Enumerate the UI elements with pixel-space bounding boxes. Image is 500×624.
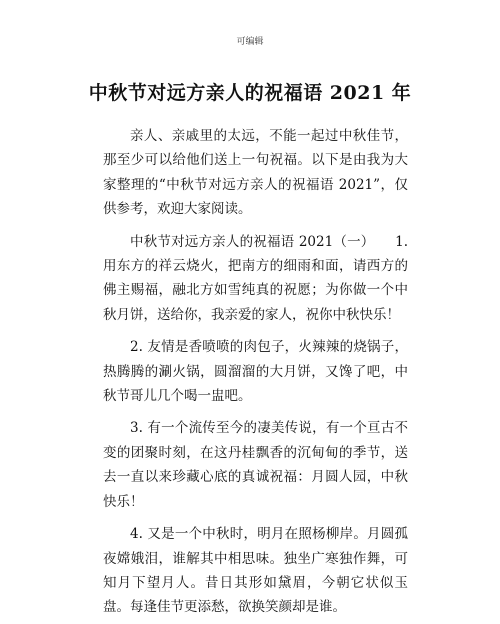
page-title: 中秋节对远方亲人的祝福语 2021 年 [88,82,412,104]
edit-mark: 可编辑 [236,37,264,47]
intro-paragraph: 亲人、亲戚里的太远，不能一起过中秋佳节，那至少可以给他们送上一句祝福。以下是由我为大家整理的“中秋节对远方亲人的祝福语 2021”，仅供参考，欢迎大家阅读。 [103,128,408,218]
greeting-paragraph-4: 4. 又是一个中秋时，明月在照杨柳岸。月圆孤夜嫦娥泪，谁解其中相思味。独坐广寒独作舞，可知月下望月人。昔日其形如黛眉，今朝它状似玉盘。每逢佳节更添愁，欲换笑颜却是谁。 [103,526,408,616]
document-body [103,124,408,624]
greeting-paragraph-3: 3. 有一个流传至今的凄美传说，有一个亘古不变的团聚时刻，在这丹桂飘香的沉甸甸的季节，送去一直以来珍藏心底的真诚祝福：月圆人园，中秋快乐！ [103,420,408,510]
greeting-paragraph-2: 2. 友情是香喷喷的肉包子，火辣辣的烧锅子，热腾腾的涮火锅，圆溜溜的大月饼，又馋了吧，中秋节哥儿几个喝一盅吧。 [103,339,408,405]
greeting-paragraph-1: 中秋节对远方亲人的祝福语 2021（一） 1. 用东方的祥云烧火，把南方的细雨和面，请西方的佛主赐福，融北方如雪纯真的祝愿；为你做一个中秋月饼，送给你，我亲爱的家人，祝你中秋快乐！ [103,233,408,323]
